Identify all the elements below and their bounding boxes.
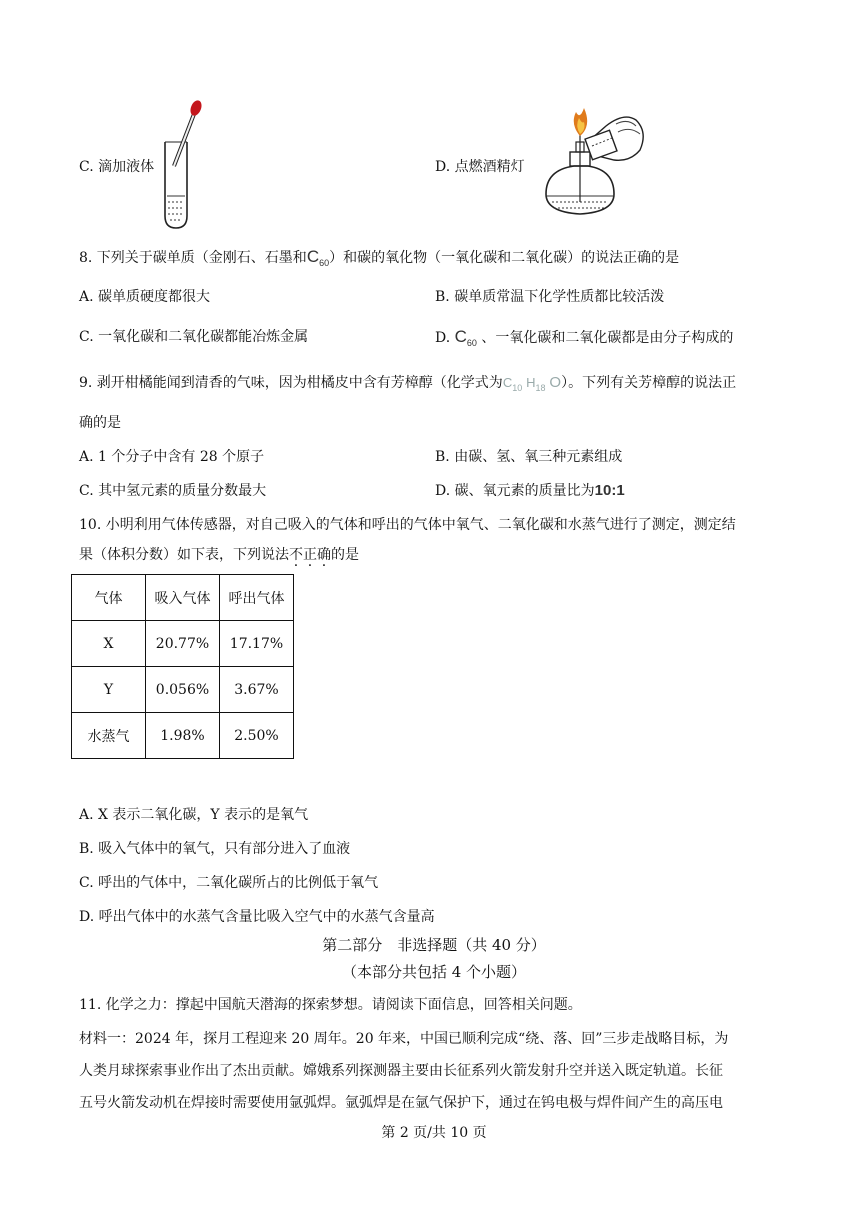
table-cell: 水蒸气 <box>72 713 146 759</box>
q7-option-c: C. 滴加液体 <box>79 159 155 175</box>
table-cell: 3.67% <box>220 667 294 713</box>
mass-ratio: 10:1 <box>594 482 625 499</box>
q11-material-line3: 五号火箭发动机在焊接时需要使用氩弧焊。氩弧焊是在氩气保护下，通过在钨电极与焊件间产生的高压电 <box>79 1095 723 1111</box>
dropper-test-tube-image <box>150 98 210 233</box>
q10-stem-line2: 果（体积分数）如下表，下列说法不正确的是 <box>79 547 359 563</box>
part2-title: 第二部分 非选择题（共 40 分） <box>322 936 546 954</box>
c60-formula: $C_{60}$ <box>306 247 330 268</box>
table-header-cell: 吸入气体 <box>146 575 220 621</box>
c60-formula-d: $C_{60}$ <box>454 327 477 348</box>
linalool-formula: $C_{10}$ $H_{18}$ O <box>502 374 562 393</box>
page-footer: 第 2 页/共 10 页 <box>381 1125 487 1141</box>
q8-option-b: B. 碳单质常温下化学性质都比较活泼 <box>435 289 665 305</box>
table-header-cell: 气体 <box>72 575 146 621</box>
table-cell: Y <box>72 667 146 713</box>
part2-subtitle: （本部分共包括 4 个小题） <box>341 963 527 981</box>
q8-stem <box>79 248 679 268</box>
q8-option-a: A. 碳单质硬度都很大 <box>79 289 211 305</box>
table-row <box>72 667 294 713</box>
q8-option-c: C. 一氧化碳和二氧化碳都能冶炼金属 <box>79 329 309 345</box>
q9-option-b: B. 由碳、氢、氧三种元素组成 <box>435 449 623 465</box>
table-cell: 0.056% <box>146 667 220 713</box>
table-cell: 20.77% <box>146 621 220 667</box>
table-cell: 1.98% <box>146 713 220 759</box>
gas-composition-table <box>71 574 294 759</box>
q8-option-d: D. $C_{60}$ 、一氧化碳和二氧化碳都是由分子构成的 <box>435 327 734 348</box>
q11-stem: 11. 化学之力：撑起中国航天潜海的探索梦想。请阅读下面信息，回答相关问题。 <box>79 997 582 1013</box>
q10-option-a: A. X 表示二氧化碳，Y 表示的是氧气 <box>79 807 309 823</box>
q10-option-c: C. 呼出的气体中，二氧化碳所占的比例低于氧气 <box>79 875 379 891</box>
q9-option-d: D. 碳、氧元素的质量比为10:1 <box>435 482 625 499</box>
q10-option-b: B. 吸入气体中的氧气，只有部分进入了血液 <box>79 841 351 857</box>
table-header-row <box>72 575 294 621</box>
q8-stem-part1: 8. 下列关于碳单质（金刚石、石墨和 <box>79 250 307 266</box>
alcohol-lamp-image <box>532 104 650 222</box>
table-header-cell: 呼出气体 <box>220 575 294 621</box>
q10-stem-line1: 10. 小明利用气体传感器，对自己吸入的气体和呼出的气体中氧气、二氧化碳和水蒸气进行了测定，测定结 <box>79 517 736 533</box>
q9-option-c: C. 其中氢元素的质量分数最大 <box>79 483 267 499</box>
q8-stem-part2: ）和碳的氧化物（一氧化碳和二氧化碳）的说法正确的是 <box>329 250 680 266</box>
q10-option-d: D. 呼出气体中的水蒸气含量比吸入空气中的水蒸气含量高 <box>79 909 435 925</box>
q11-material-line1: 材料一：2024 年，探月工程迎来 20 周年。20 年来，中国已顺利完成“绕、落、回”三步走战略目标，为 <box>79 1031 729 1047</box>
q9-option-a: A. 1 个分子中含有 28 个原子 <box>79 449 265 465</box>
q7-option-d: D. 点燃酒精灯 <box>435 159 525 175</box>
table-cell: X <box>72 621 146 667</box>
q9-stem-line2: 确的是 <box>79 415 121 431</box>
table-row <box>72 621 294 667</box>
q11-material-line2: 人类月球探索事业作出了杰出贡献。嫦娥系列探测器主要由长征系列火箭发射升空并送入既定轨道。长征 <box>79 1063 723 1079</box>
table-cell: 17.17% <box>220 621 294 667</box>
table-cell: 2.50% <box>220 713 294 759</box>
table-row <box>72 713 294 759</box>
q9-stem: 9. 剥开柑橘能闻到清香的气味，因为柑橘皮中含有芳樟醇（化学式为$C_{10}$ $H_{18}$ O）。下列有关芳樟醇的说法正 <box>79 374 737 393</box>
